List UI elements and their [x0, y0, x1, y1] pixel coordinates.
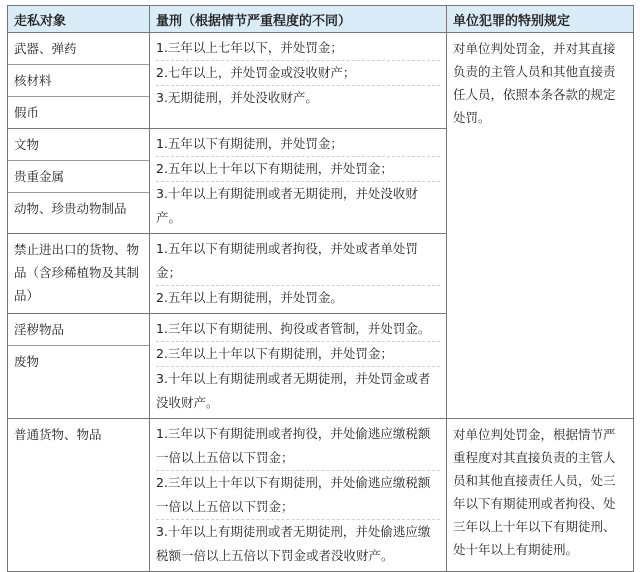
penalty-item: 2.三年以上十年以下有期徒刑，并处偷逃应缴税额一倍以上五倍以下罚金； — [156, 470, 440, 519]
penalty-item: 2.七年以上，并处罚金或没收财产； — [156, 60, 440, 85]
header-object: 走私对象 — [8, 6, 150, 33]
object-item: 普通货物、物品 — [14, 427, 102, 442]
object-item: 武器、弹药 — [14, 41, 77, 56]
header-unit-rule: 单位犯罪的特别规定 — [447, 6, 634, 33]
penalty-item: 2.五年以上有期徒刑，并处罚金。 — [156, 285, 440, 310]
object-cell — [8, 419, 150, 572]
penalty-cell — [150, 419, 447, 572]
penalty-item: 3.无期徒刑，并处没收财产。 — [156, 85, 440, 110]
penalty-item: 1.五年以下有期徒刑，并处罚金； — [156, 136, 343, 151]
header-penalty: 量刑（根据情节严重程度的不同） — [150, 6, 447, 33]
penalty-cell — [150, 33, 447, 129]
object-item: 文物 — [14, 137, 40, 152]
object-item: 贵重金属 — [8, 160, 149, 192]
unit-rule-cell: 对单位判处罚金，并对其直接负责的主管人员和其他直接责任人员，依照本条各款的规定处罚。 — [447, 33, 634, 419]
header-row — [8, 6, 634, 33]
penalty-item: 1.三年以下有期徒刑、拘役或者管制，并处罚金。 — [156, 321, 431, 336]
object-item: 禁止进出口的货物、物品（含珍稀植物及其制品） — [14, 242, 140, 303]
table-row — [8, 33, 634, 129]
object-cell — [8, 314, 150, 419]
object-cell — [8, 129, 150, 234]
smuggling-penalty-table — [7, 5, 634, 572]
penalty-item: 3.十年以上有期徒刑或者无期徒刑，并处没收财产。 — [156, 181, 440, 230]
object-cell — [8, 33, 150, 129]
penalty-cell — [150, 234, 447, 314]
penalty-item: 2.五年以上十年以下有期徒刑，并处罚金； — [156, 156, 440, 181]
penalty-item: 1.三年以下有期徒刑或者拘役，并处偷逃应缴税额一倍以上五倍以下罚金； — [156, 426, 431, 465]
penalty-item: 2.三年以上十年以下有期徒刑，并处罚金； — [156, 341, 440, 366]
penalty-item: 1.三年以上七年以下，并处罚金； — [156, 40, 343, 55]
object-item: 核材料 — [8, 64, 149, 96]
penalty-item: 3.十年以上有期徒刑或者无期徒刑，并处罚金或者没收财产。 — [156, 366, 440, 415]
penalty-item: 1.五年以下有期徒刑或者拘役，并处或者单处罚金； — [156, 241, 418, 280]
object-item: 淫秽物品 — [14, 322, 65, 337]
object-item: 动物、珍贵动物制品 — [8, 192, 149, 224]
unit-rule-cell: 对单位判处罚金，根据情节严重程度对其直接负责的主管人员和其他直接责任人员，处三年以下有期徒刑或者拘役、处三年以上十年以下有期徒刑、处十年以上有期徒刑。 — [447, 419, 634, 572]
object-cell — [8, 234, 150, 314]
penalty-cell — [150, 314, 447, 419]
object-item: 假币 — [8, 96, 149, 128]
penalty-item: 3.十年以上有期徒刑或者无期徒刑，并处偷逃应缴税额一倍以上五倍以下罚金或者没收财产。 — [156, 519, 440, 568]
table-row — [8, 419, 634, 572]
penalty-cell — [150, 129, 447, 234]
object-item: 废物 — [8, 345, 149, 377]
